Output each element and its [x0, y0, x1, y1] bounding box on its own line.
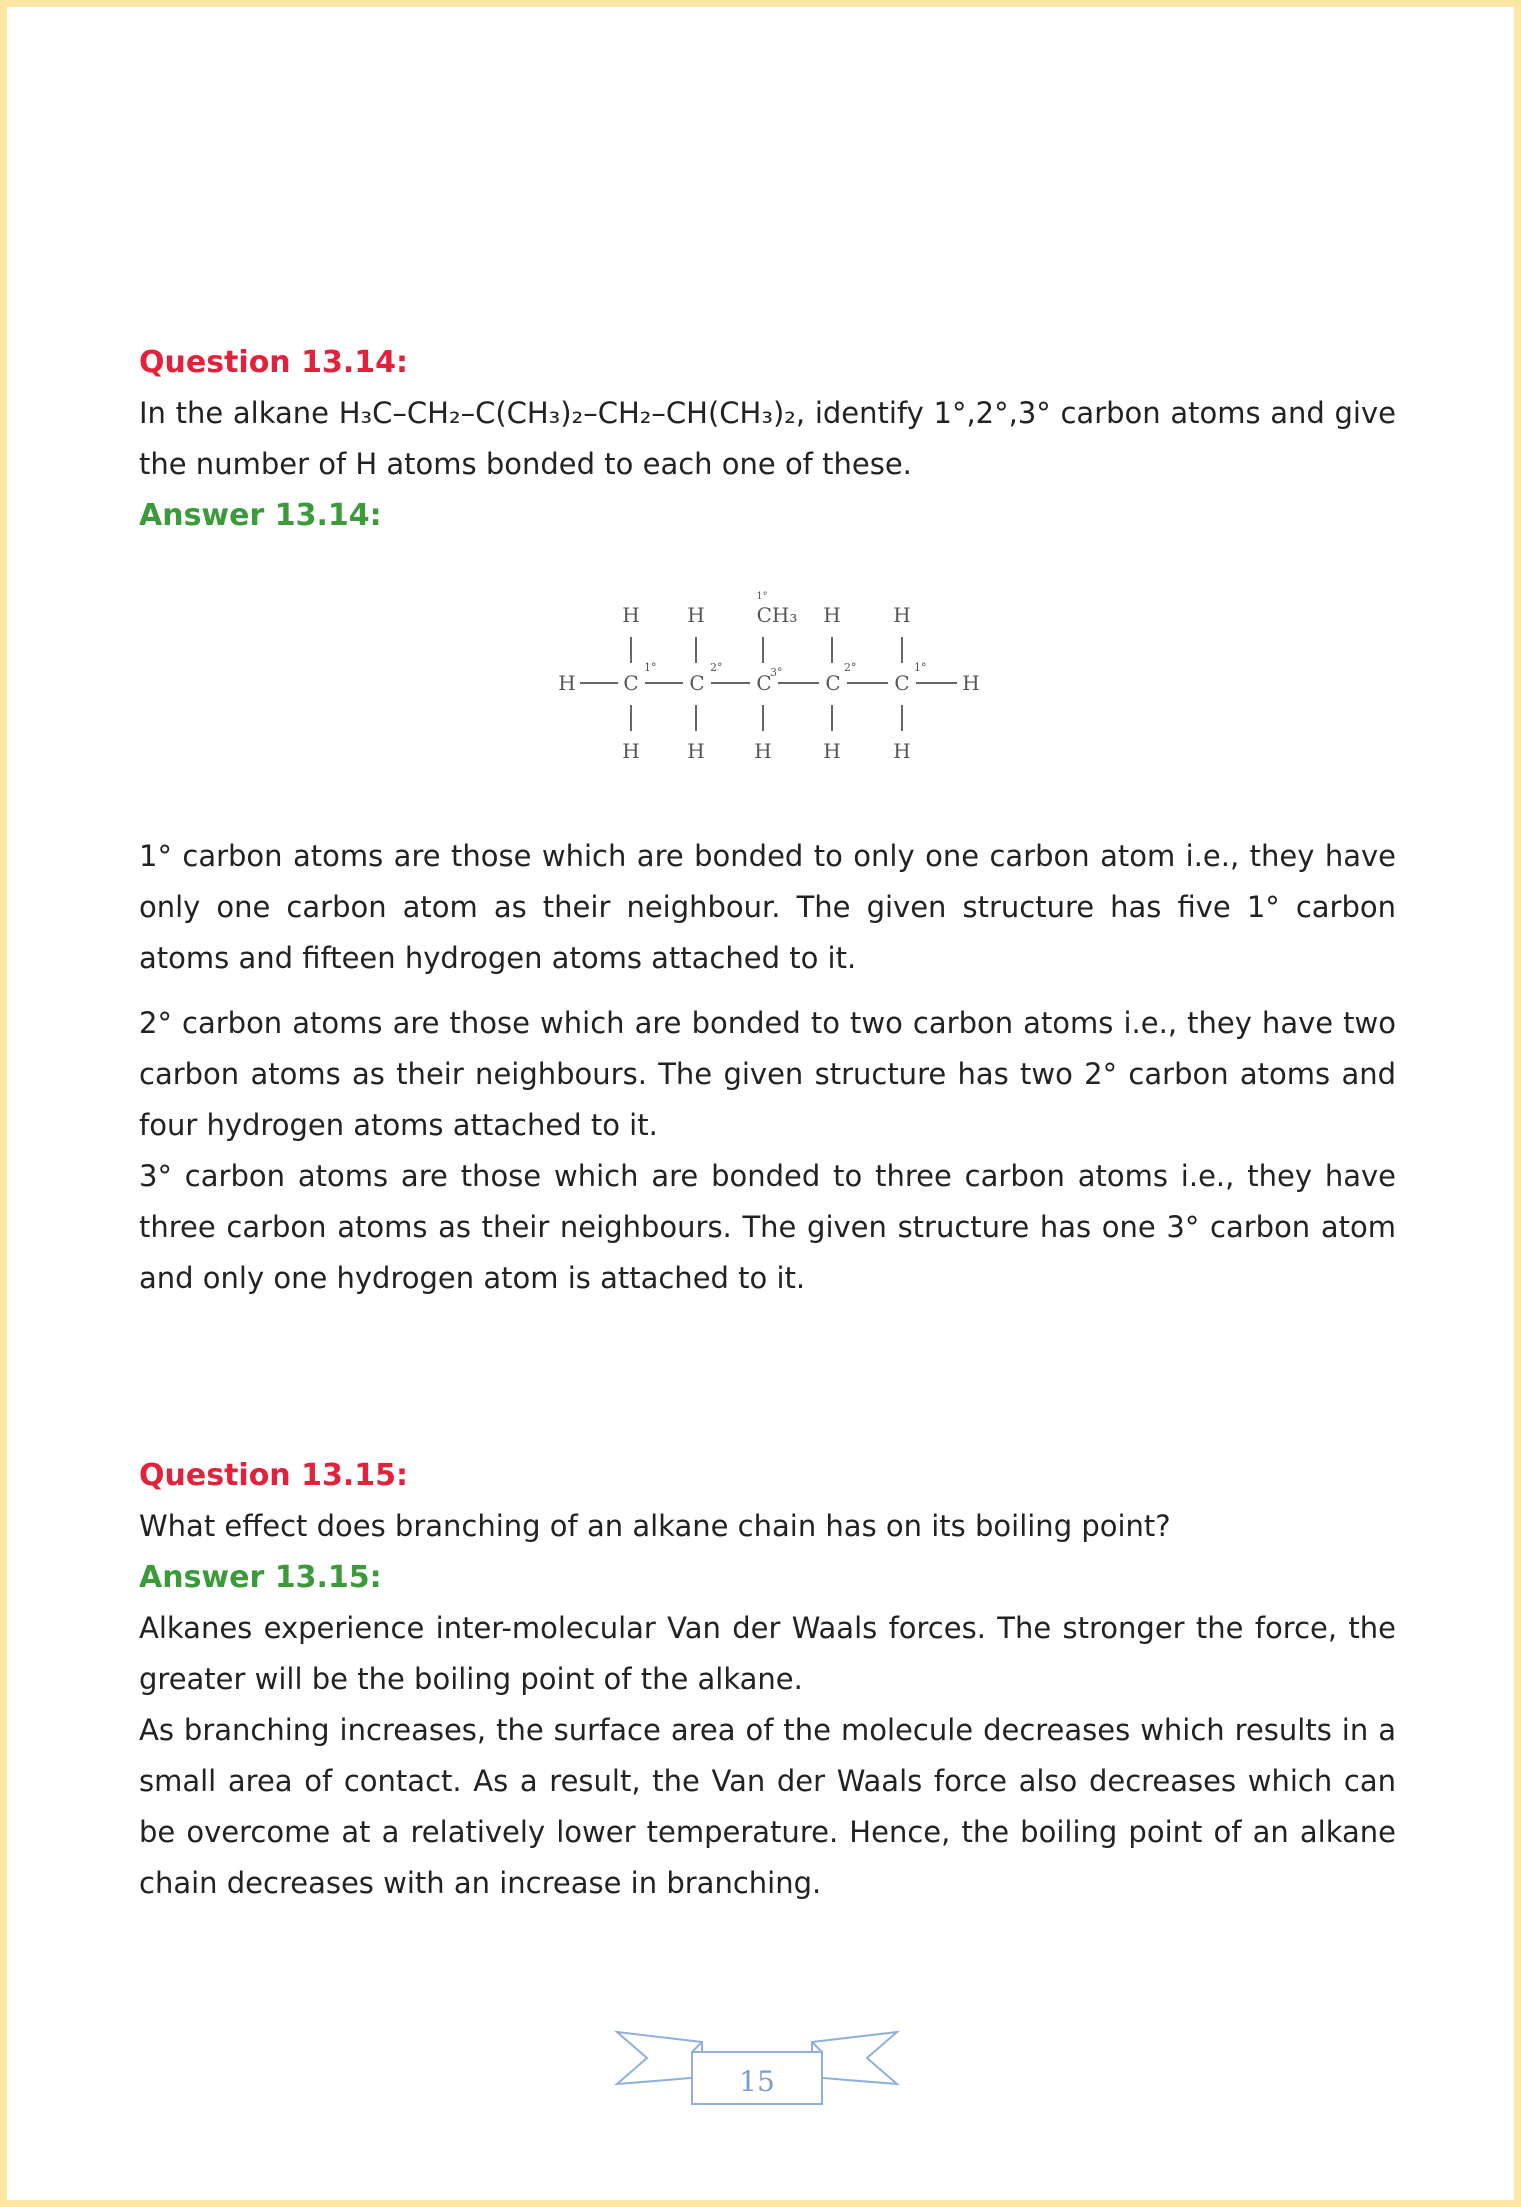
bottom-label-4: H: [823, 739, 841, 763]
answer-13-14-paragraph-1: 1° carbon atoms are those which are bonded to only one carbon atom i.e., they have only one carbon atom as their neighbour. The given structure has five 1° carbon atoms and fifteen hydrogen atoms attached to it.: [139, 839, 1396, 975]
answer-13-15-paragraph-2: As branching increases, the surface area of the molecule decreases which results in a small area of contact. As a result, the Van der Waals force also decreases which can be overcome at a relatively lower temperature. Hence, the boiling point of an alkane chain decreases with an increase in branching.: [139, 1713, 1396, 1900]
answer-13-15-paragraph-1: Alkanes experience inter-molecular Van der Waals forces. The stronger the force, the greater will be the boiling point of the alkane.: [139, 1611, 1396, 1696]
degree-carbon-1: 1°: [644, 661, 657, 674]
page-number-ribbon: [607, 2022, 907, 2122]
question-13-15-text: What effect does branching of an alkane chain has on its boiling point?: [139, 1509, 1171, 1543]
degree-carbon-3: 3°: [770, 666, 783, 679]
answer-13-15-heading: Answer 13.15:: [139, 1560, 382, 1595]
top-label-2: H: [687, 603, 705, 627]
question-13-14-text: In the alkane H₃C–CH₂–C(CH₃)₂–CH₂–CH(CH₃)₂, identify 1°,2°,3° carbon atoms and give the number of H atoms bonded to each one of these.: [139, 396, 1396, 481]
degree-carbon-4: 2°: [844, 661, 857, 674]
ch3-degree: 1°: [756, 591, 768, 602]
degree-carbon-2: 2°: [710, 661, 723, 674]
bottom-label-3: H: [754, 739, 772, 763]
chain-carbon-3: C: [756, 671, 772, 695]
top-label-4: H: [823, 603, 841, 627]
top-label-3: CH₃: [756, 603, 798, 627]
degree-carbon-5: 1°: [914, 661, 927, 674]
top-bonds: [631, 637, 902, 663]
answer-13-14-paragraph-3: 3° carbon atoms are those which are bonded to three carbon atoms i.e., they have three carbon atoms as their neighbours. The given structure has one 3° carbon atom and only one hydrogen atom is attached to it.: [139, 1159, 1396, 1295]
chain-carbon-2: C: [689, 671, 705, 695]
chain-carbon-1: C: [623, 671, 639, 695]
page-number: 15: [739, 2065, 775, 2098]
chain-carbon-4: C: [825, 671, 841, 695]
bottom-label-2: H: [687, 739, 705, 763]
structural-formula: [139, 541, 1396, 831]
chain-h-left: H: [558, 671, 576, 695]
bottom-label-1: H: [622, 739, 640, 763]
chain-carbon-5: C: [894, 671, 910, 695]
page-content: [139, 337, 1396, 1909]
structure-diagram: [139, 541, 1396, 831]
bottom-label-5: H: [893, 739, 911, 763]
question-13-14-heading: Question 13.14:: [139, 345, 408, 380]
question-13-15-heading: Question 13.15:: [139, 1458, 408, 1493]
chain-h-right: H: [962, 671, 980, 695]
answer-13-14-heading: Answer 13.14:: [139, 498, 382, 533]
answer-13-14-paragraph-2: 2° carbon atoms are those which are bonded to two carbon atoms i.e., they have two carbon atoms as their neighbours. The given structure has two 2° carbon atoms and four hydrogen atoms attached to it.: [139, 1006, 1396, 1142]
top-label-5: H: [893, 603, 911, 627]
bottom-bonds: [631, 705, 902, 731]
top-label-1: H: [622, 603, 640, 627]
